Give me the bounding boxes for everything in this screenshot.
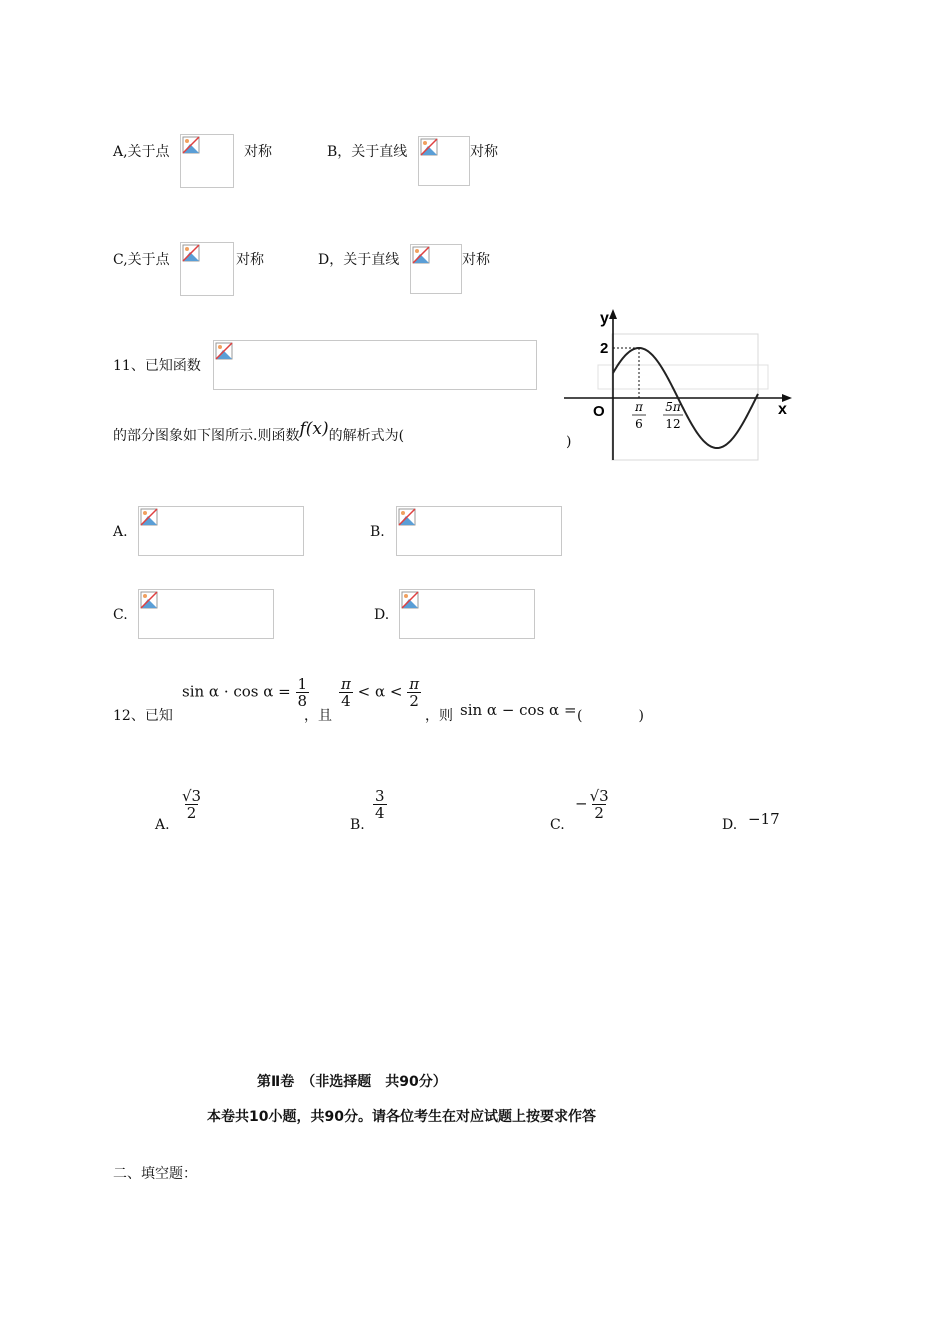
q12-expr1-lhs: sin α · cos α = xyxy=(182,682,291,701)
graph-origin-label: O xyxy=(593,403,605,420)
broken-image-icon xyxy=(182,244,200,262)
q10-option-b-prefix: B，关于直线 xyxy=(327,144,408,160)
q11-number: 11、已知函数 xyxy=(113,358,201,374)
q10-option-c-suffix: 对称 xyxy=(236,252,264,268)
graph-frame-inner xyxy=(598,365,768,389)
q12-option-a-den: 2 xyxy=(186,804,197,822)
q12-ineq-frac2 xyxy=(407,676,421,709)
y-axis-arrow-icon xyxy=(609,309,617,319)
broken-image-placeholder xyxy=(418,136,470,186)
broken-image-placeholder xyxy=(180,242,234,296)
q12-option-c-label: C. xyxy=(550,817,565,833)
q11-line2-prefix: 的部分图象如下图所示.则函数 xyxy=(113,428,300,444)
q12-option-c-num: √3 xyxy=(589,787,609,805)
q12-option-d-value: −17 xyxy=(748,810,780,828)
q12-ineq-num1: π xyxy=(341,675,351,693)
q11-line2 xyxy=(113,419,405,445)
section2-title: 第Ⅱ卷 （非选择题 共90分） xyxy=(257,1074,447,1090)
broken-image-placeholder xyxy=(138,506,304,556)
broken-image-icon xyxy=(140,591,158,609)
q12-then: ，则 xyxy=(425,708,453,724)
graph-frame xyxy=(612,334,758,460)
broken-image-icon xyxy=(182,136,200,154)
q12-option-b-value xyxy=(373,788,387,821)
q11-option-a-label: A. xyxy=(113,524,128,540)
q12-ineq-frac1 xyxy=(339,676,353,709)
graph-tick1-num: π xyxy=(635,400,643,414)
q12-number: 12、已知 xyxy=(113,708,173,724)
q10-option-c-prefix: C,关于点 xyxy=(113,252,170,268)
q12-ineq-mid: < α < xyxy=(357,682,403,701)
q12-option-b-den: 4 xyxy=(375,804,385,822)
graph-tick1-den: 6 xyxy=(635,417,643,431)
q12-ineq-num2: π xyxy=(409,675,420,693)
q11-option-d-label: D. xyxy=(374,607,390,623)
broken-image-placeholder xyxy=(410,244,462,294)
broken-image-placeholder xyxy=(138,589,274,639)
q12-option-b-label: B. xyxy=(350,817,365,833)
section2-instruction: 本卷共10小题，共90分。请各位考生在对应试题上按要求作答 xyxy=(207,1109,596,1125)
q10-option-b-suffix: 对称 xyxy=(470,144,498,160)
q12-option-c-value xyxy=(575,788,611,821)
q12-option-b-num: 3 xyxy=(375,787,385,805)
sine-graph xyxy=(560,305,800,465)
graph-y-label: y xyxy=(600,310,609,327)
q10-option-a-suffix: 对称 xyxy=(244,144,272,160)
graph-x-label: x xyxy=(778,401,787,418)
q12-inequality xyxy=(339,676,421,709)
q12-expr1-den: 8 xyxy=(297,692,308,710)
graph-max-label: 2 xyxy=(600,340,609,357)
broken-image-icon xyxy=(398,508,416,526)
q12-ineq-den1: 4 xyxy=(341,692,351,710)
section2-fill-in-heading: 二、填空题： xyxy=(113,1166,197,1182)
broken-image-icon xyxy=(412,246,430,264)
q12-expr1 xyxy=(182,676,309,709)
broken-image-icon xyxy=(215,342,233,360)
q12-option-d-label: D. xyxy=(722,817,738,833)
q10-option-d-suffix: 对称 xyxy=(462,252,490,268)
q12-option-a-value xyxy=(180,788,203,821)
q12-option-c-sign: − xyxy=(575,794,588,813)
broken-image-icon xyxy=(140,508,158,526)
broken-image-placeholder xyxy=(399,589,535,639)
broken-image-icon xyxy=(420,138,438,156)
q10-option-a-prefix: A,关于点 xyxy=(113,144,170,160)
broken-image-placeholder xyxy=(180,134,234,188)
q11-fx: f(x) xyxy=(299,419,329,439)
q11-option-c-label: C. xyxy=(113,607,128,623)
q12-option-a-label: A. xyxy=(155,817,170,833)
q12-expr1-frac xyxy=(296,676,310,709)
broken-image-icon xyxy=(401,591,419,609)
broken-image-placeholder xyxy=(213,340,537,390)
q12-option-c-den: 2 xyxy=(594,804,604,822)
q11-close-paren: ) xyxy=(566,434,572,450)
q11-option-b-label: B. xyxy=(370,524,385,540)
broken-image-placeholder xyxy=(396,506,562,556)
q11-line2-suffix: 的解析式为( xyxy=(328,428,405,444)
q12-paren: ( ) xyxy=(577,708,644,724)
q12-expr1-num: 1 xyxy=(297,675,308,693)
q12-option-a-num: √3 xyxy=(182,787,202,805)
q10-option-d-prefix: D，关于直线 xyxy=(318,252,400,268)
q12-ineq-den2: 2 xyxy=(409,692,419,710)
q12-and: ，且 xyxy=(304,708,332,724)
graph-tick2-num: 5π xyxy=(665,400,681,414)
q12-expr2: sin α − cos α = xyxy=(460,701,577,719)
graph-tick2-den: 12 xyxy=(665,417,681,431)
